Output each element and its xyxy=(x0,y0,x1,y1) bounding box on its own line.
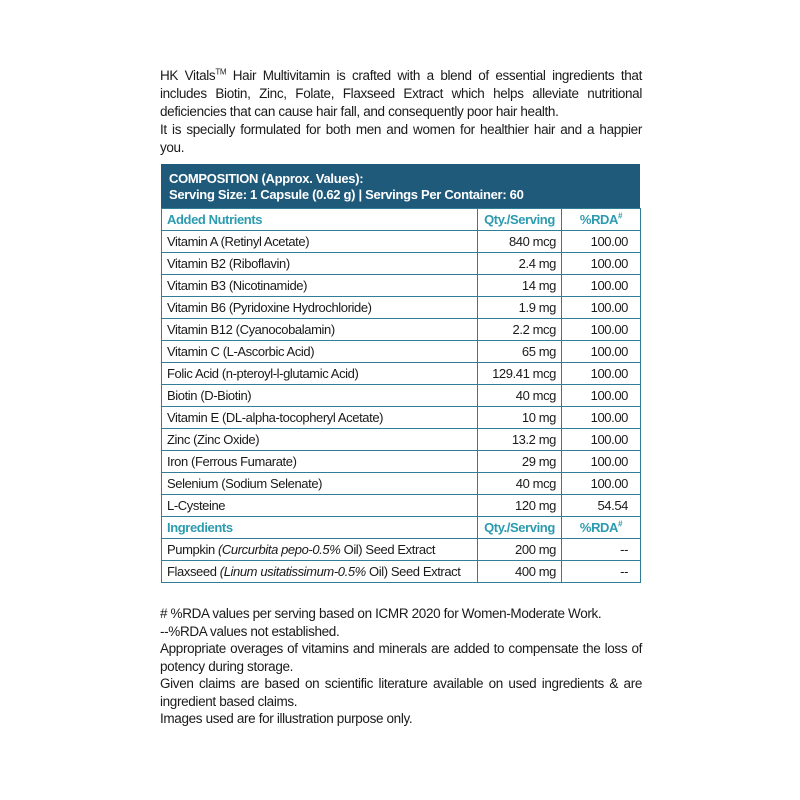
nutrient-qty: 65 mg xyxy=(478,341,562,363)
ingredients-header-name: Ingredients xyxy=(162,517,478,539)
nutrient-row xyxy=(162,275,641,297)
nutrient-name: L-Cysteine xyxy=(162,495,478,517)
nutrient-name: Vitamin A (Retinyl Acetate) xyxy=(162,231,478,253)
ingredient-common-name: Flaxseed xyxy=(167,563,220,579)
composition-panel xyxy=(161,164,640,583)
nutrient-qty: 40 mcg xyxy=(478,385,562,407)
nutrient-name: Iron (Ferrous Fumarate) xyxy=(162,451,478,473)
footnotes xyxy=(160,605,642,728)
description-paragraph-2: It is specially formulated for both men and women for healthier hair and a happier you. xyxy=(160,122,642,155)
serving-info: Serving Size: 1 Capsule (0.62 g) | Servings Per Container: 60 xyxy=(169,187,524,202)
nutrient-name: Selenium (Sodium Selenate) xyxy=(162,473,478,495)
ingredient-qty: 200 mg xyxy=(478,539,562,561)
nutrient-name: Vitamin C (L-Ascorbic Acid) xyxy=(162,341,478,363)
brand-name: HK Vitals xyxy=(160,68,216,83)
nutrient-row xyxy=(162,341,641,363)
nutrient-name: Vitamin B12 (Cyanocobalamin) xyxy=(162,319,478,341)
composition-title: COMPOSITION (Approx. Values): xyxy=(169,171,364,186)
nutrient-rda: 100.00 xyxy=(562,407,641,429)
nutrient-row xyxy=(162,363,641,385)
nutrients-header-name: Added Nutrients xyxy=(162,209,478,231)
nutrient-name: Zinc (Zinc Oxide) xyxy=(162,429,478,451)
nutrient-qty: 29 mg xyxy=(478,451,562,473)
nutrient-row xyxy=(162,385,641,407)
ingredient-name xyxy=(162,539,478,561)
nutrient-qty: 840 mcg xyxy=(478,231,562,253)
nutrient-rda: 100.00 xyxy=(562,473,641,495)
nutrient-rda: 100.00 xyxy=(562,451,641,473)
composition-header xyxy=(161,164,640,208)
nutrient-row xyxy=(162,451,641,473)
product-description xyxy=(160,67,642,157)
nutrient-name: Vitamin B3 (Nicotinamide) xyxy=(162,275,478,297)
nutrient-row xyxy=(162,253,641,275)
nutrient-row xyxy=(162,231,641,253)
nutrient-name: Biotin (D-Biotin) xyxy=(162,385,478,407)
description-paragraph-1 xyxy=(160,67,642,121)
nutrient-rda: 100.00 xyxy=(562,341,641,363)
ingredient-extract-type: Oil) Seed Extract xyxy=(340,541,436,557)
nutrient-rda: 100.00 xyxy=(562,297,641,319)
ingredients-header-qty: Qty./Serving xyxy=(478,517,562,539)
nutrient-rda: 54.54 xyxy=(562,495,641,517)
nutrients-header-row xyxy=(162,209,641,231)
nutrients-header-rda xyxy=(562,209,641,231)
nutrient-row xyxy=(162,473,641,495)
ingredient-common-name: Pumpkin xyxy=(167,541,218,557)
rda-footnote-mark: # xyxy=(618,519,623,529)
footnote-overages: Appropriate overages of vitamins and minerals are added to compensate the loss of potency during storage. xyxy=(160,641,642,674)
nutrient-row xyxy=(162,429,641,451)
nutrient-rda: 100.00 xyxy=(562,363,641,385)
ingredients-header-rda xyxy=(562,517,641,539)
nutrient-qty: 10 mg xyxy=(478,407,562,429)
ingredient-extract-type: Oil) Seed Extract xyxy=(365,563,461,579)
footnote-rda-basis: # %RDA values per serving based on ICMR 2020 for Women-Moderate Work. xyxy=(160,606,602,621)
nutrient-name: Vitamin B6 (Pyridoxine Hydrochloride) xyxy=(162,297,478,319)
nutrient-rda: 100.00 xyxy=(562,385,641,407)
ingredients-header-row xyxy=(162,517,641,539)
ingredient-qty: 400 mg xyxy=(478,561,562,583)
ingredient-latin-name: (Curcurbita pepo-0.5% xyxy=(218,541,341,557)
trademark-mark: TM xyxy=(215,67,227,77)
ingredient-name xyxy=(162,561,478,583)
rda-label: %RDA xyxy=(579,519,619,535)
nutrient-qty: 120 mg xyxy=(478,495,562,517)
nutrient-rda: 100.00 xyxy=(562,253,641,275)
nutrient-qty: 2.4 mg xyxy=(478,253,562,275)
nutrient-rda: 100.00 xyxy=(562,275,641,297)
nutrient-rda: 100.00 xyxy=(562,231,641,253)
ingredient-rda: -- xyxy=(562,539,641,561)
ingredient-rda: -- xyxy=(562,561,641,583)
nutrient-name: Vitamin E (DL-alpha-tocopheryl Acetate) xyxy=(162,407,478,429)
nutrient-row xyxy=(162,407,641,429)
nutrient-qty: 40 mcg xyxy=(478,473,562,495)
ingredient-latin-name: (Linum usitatissimum-0.5% xyxy=(219,563,366,579)
nutrient-qty: 2.2 mcg xyxy=(478,319,562,341)
nutrient-qty: 1.9 mg xyxy=(478,297,562,319)
nutrient-row xyxy=(162,319,641,341)
nutrient-name: Vitamin B2 (Riboflavin) xyxy=(162,253,478,275)
ingredient-row xyxy=(162,539,641,561)
composition-table-body xyxy=(162,209,641,583)
nutrient-row xyxy=(162,495,641,517)
rda-label: %RDA xyxy=(579,211,619,227)
nutrient-qty: 13.2 mg xyxy=(478,429,562,451)
description-text: Hair Multivitamin is crafted with a blend of essential ingredients that includes Biotin, Zinc, Folate, Flaxseed Extract which helps alleviate nutritional deficiencies that can cause hair fall, and consequently poor hair health. xyxy=(160,68,642,119)
nutrient-rda: 100.00 xyxy=(562,319,641,341)
nutrient-qty: 129.41 mcg xyxy=(478,363,562,385)
nutrient-rda: 100.00 xyxy=(562,429,641,451)
nutrient-name: Folic Acid (n-pteroyl-l-glutamic Acid) xyxy=(162,363,478,385)
nutrient-row xyxy=(162,297,641,319)
nutrients-header-qty: Qty./Serving xyxy=(478,209,562,231)
footnote-images: Images used are for illustration purpose only. xyxy=(160,711,413,726)
rda-footnote-mark: # xyxy=(618,211,623,221)
composition-table xyxy=(161,208,641,583)
footnote-rda-not-established: --%RDA values not established. xyxy=(160,623,340,639)
nutrient-qty: 14 mg xyxy=(478,275,562,297)
ingredient-row xyxy=(162,561,641,583)
footnote-claims: Given claims are based on scientific literature available on used ingredients & are ingredient based claims. xyxy=(160,676,642,709)
